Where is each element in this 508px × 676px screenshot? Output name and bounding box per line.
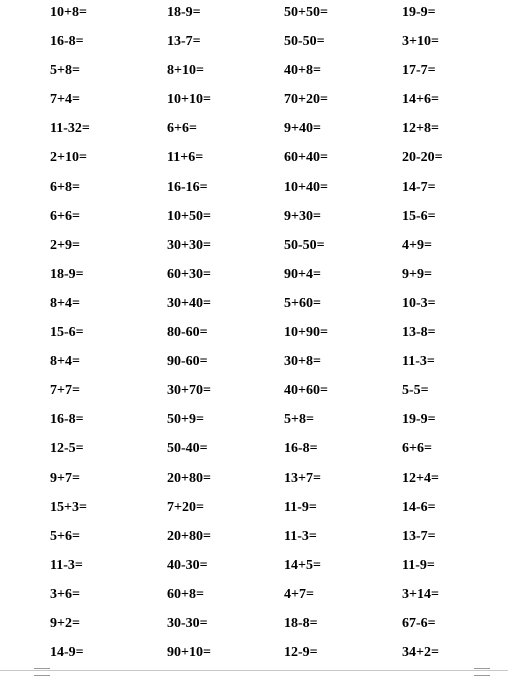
math-problem: 60+8= [167,586,204,602]
math-problem: 7+4= [50,92,80,108]
math-problem: 18-9= [167,5,201,20]
math-problem: 11+6= [167,150,204,166]
math-problem: 15-6= [50,325,84,341]
math-problem: 11-9= [284,499,317,515]
math-problem: 2+10= [50,150,87,166]
math-problem: 40-30= [167,557,208,573]
math-problem: 16-8= [284,441,318,457]
math-problem: 6+8= [50,179,80,195]
problem-row [50,0,508,29]
math-problem: 8+4= [50,295,80,311]
math-problem: 40+60= [284,383,328,399]
math-problem: 12-9= [284,645,318,661]
math-problem: 80-60= [167,325,208,341]
math-problem: 10+90= [284,325,328,341]
math-problem: 17-7= [402,63,436,79]
problem-row [50,204,508,233]
problem-row [50,407,508,436]
problem-row [50,436,508,465]
page-mark-left [34,668,50,676]
math-problem: 6+6= [167,121,197,137]
page-mark-right [474,668,490,676]
math-problem: 10+50= [167,208,211,224]
math-problem: 5-5= [402,383,429,399]
math-problem: 18-9= [50,266,84,282]
math-problem: 14+5= [284,557,321,573]
math-problem: 60+40= [284,150,328,166]
math-problem: 50-50= [284,34,325,50]
problem-row [50,29,508,58]
math-problem: 9+30= [284,208,321,224]
math-problem: 16-8= [50,34,84,50]
math-problem: 19-9= [402,412,436,428]
math-problem: 4+9= [402,237,432,253]
math-problem: 18-8= [284,615,318,631]
math-problem: 13-7= [167,34,201,50]
problem-row [50,582,508,611]
math-problem: 8+10= [167,63,204,79]
math-problem: 6+6= [402,441,432,457]
problem-row [50,524,508,553]
math-problem: 2+9= [50,237,80,253]
problem-row [50,320,508,349]
arithmetic-worksheet [50,0,508,669]
math-problem: 12-5= [50,441,84,457]
math-problem: 9+7= [50,470,80,486]
math-problem: 60+30= [167,266,211,282]
math-problem: 67-6= [402,615,436,631]
math-problem: 8+4= [50,354,80,370]
math-problem: 50-50= [284,237,325,253]
math-problem: 3+14= [402,586,439,602]
problem-row [50,145,508,174]
math-problem: 5+6= [50,528,80,544]
problem-row [50,262,508,291]
math-problem: 30+40= [167,295,211,311]
math-problem: 11-32= [50,121,90,137]
problem-row [50,553,508,582]
problem-row [50,58,508,87]
math-problem: 40+8= [284,63,321,79]
math-problem: 7+20= [167,499,204,515]
problem-row [50,116,508,145]
math-problem: 90+10= [167,645,211,661]
problem-row [50,233,508,262]
math-problem: 30-30= [167,615,208,631]
math-problem: 13-7= [402,528,436,544]
math-problem: 6+6= [50,208,80,224]
math-problem: 50+9= [167,412,204,428]
math-problem: 90-60= [167,354,208,370]
problem-row [50,175,508,204]
math-problem: 30+70= [167,383,211,399]
math-problem: 3+10= [402,34,439,50]
math-problem: 4+7= [284,586,314,602]
math-problem: 14-6= [402,499,436,515]
problem-row [50,291,508,320]
math-problem: 20-20= [402,150,443,166]
problem-row [50,640,508,669]
math-problem: 50+50= [284,5,328,20]
math-problem: 5+8= [50,63,80,79]
math-problem: 90+4= [284,266,321,282]
math-problem: 20+80= [167,528,211,544]
math-problem: 9+40= [284,121,321,137]
math-problem: 11-9= [402,557,435,573]
math-problem: 3+6= [50,586,80,602]
math-problem: 9+2= [50,615,80,631]
math-problem: 19-9= [402,5,436,20]
math-problem: 10+10= [167,92,211,108]
math-problem: 10-3= [402,295,436,311]
math-problem: 11-3= [402,354,435,370]
math-problem: 50-40= [167,441,208,457]
math-problem: 14-9= [50,645,84,661]
math-problem: 10+8= [50,5,87,20]
math-problem: 11-3= [50,557,83,573]
math-problem: 34+2= [402,645,439,661]
math-problem: 12+8= [402,121,439,137]
problem-row [50,378,508,407]
math-problem: 15-6= [402,208,436,224]
math-problem: 7+7= [50,383,80,399]
math-problem: 10+40= [284,179,328,195]
math-problem: 13+7= [284,470,321,486]
math-problem: 16-16= [167,179,208,195]
problem-row [50,495,508,524]
problem-row [50,87,508,116]
math-problem: 9+9= [402,266,432,282]
math-problem: 15+3= [50,499,87,515]
math-problem: 14+6= [402,92,439,108]
math-problem: 5+60= [284,295,321,311]
page-divider [0,670,508,671]
math-problem: 13-8= [402,325,436,341]
math-problem: 20+80= [167,470,211,486]
math-problem: 70+20= [284,92,328,108]
math-problem: 16-8= [50,412,84,428]
problem-row [50,349,508,378]
math-problem: 12+4= [402,470,439,486]
problem-row [50,466,508,495]
math-problem: 5+8= [284,412,314,428]
math-problem: 30+30= [167,237,211,253]
problem-row [50,611,508,640]
math-problem: 30+8= [284,354,321,370]
math-problem: 14-7= [402,179,436,195]
math-problem: 11-3= [284,528,317,544]
